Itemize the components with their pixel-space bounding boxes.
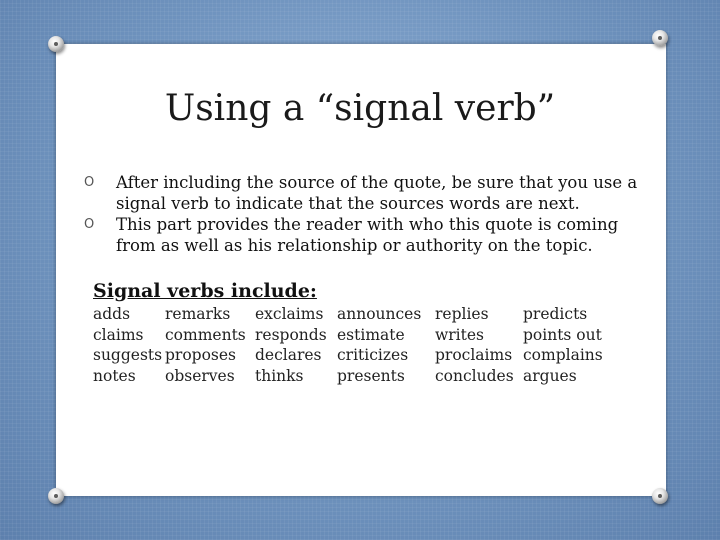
signal-verbs-heading: Signal verbs include:	[93, 280, 317, 302]
signal-verb: complains	[523, 346, 603, 364]
signal-verb: announces	[337, 305, 422, 323]
signal-verb: thinks	[255, 366, 304, 385]
signal-verb: suggests	[93, 346, 163, 364]
pushpin-icon	[48, 36, 64, 52]
signal-verb: concludes	[435, 366, 514, 385]
bullet-marker: O	[84, 175, 95, 190]
signal-verb: remarks	[165, 305, 231, 323]
bullet-list	[84, 172, 654, 256]
bullet-marker: O	[84, 217, 95, 232]
signal-verb: declares	[255, 346, 322, 364]
pushpin-icon	[652, 30, 668, 46]
bullet-text: This part provides the reader with who this quote is coming from as well as his relationship or authority on the topic.	[116, 215, 619, 255]
verb-row	[93, 345, 603, 366]
signal-verb: predicts	[523, 305, 588, 323]
signal-verb: notes	[93, 366, 136, 385]
signal-verb: observes	[165, 366, 235, 385]
pushpin-icon	[48, 488, 64, 504]
verb-row	[93, 366, 603, 387]
verb-row	[93, 304, 603, 325]
signal-verb: responds	[255, 325, 327, 344]
verb-row	[93, 325, 603, 346]
signal-verb: comments	[165, 325, 246, 344]
pushpin-icon	[652, 488, 668, 504]
signal-verbs-grid	[93, 304, 603, 386]
signal-verb: proposes	[165, 346, 236, 364]
signal-verb: estimate	[337, 325, 405, 344]
signal-verb: claims	[93, 325, 144, 344]
signal-verb: replies	[435, 305, 489, 323]
signal-verb: proclaims	[435, 346, 513, 364]
bullet-text: After including the source of the quote, be sure that you use a signal verb to indicate that the sources words are next.	[116, 173, 638, 213]
signal-verb: writes	[435, 325, 484, 344]
signal-verb: presents	[337, 366, 405, 385]
signal-verb: criticizes	[337, 346, 409, 364]
bullet-item	[84, 172, 654, 214]
signal-verb: adds	[93, 305, 131, 323]
slide-title: Using a “signal verb”	[164, 88, 556, 129]
signal-verb: points out	[523, 325, 602, 344]
signal-verb: exclaims	[255, 305, 324, 323]
signal-verb: argues	[523, 366, 577, 385]
bullet-item	[84, 214, 654, 256]
